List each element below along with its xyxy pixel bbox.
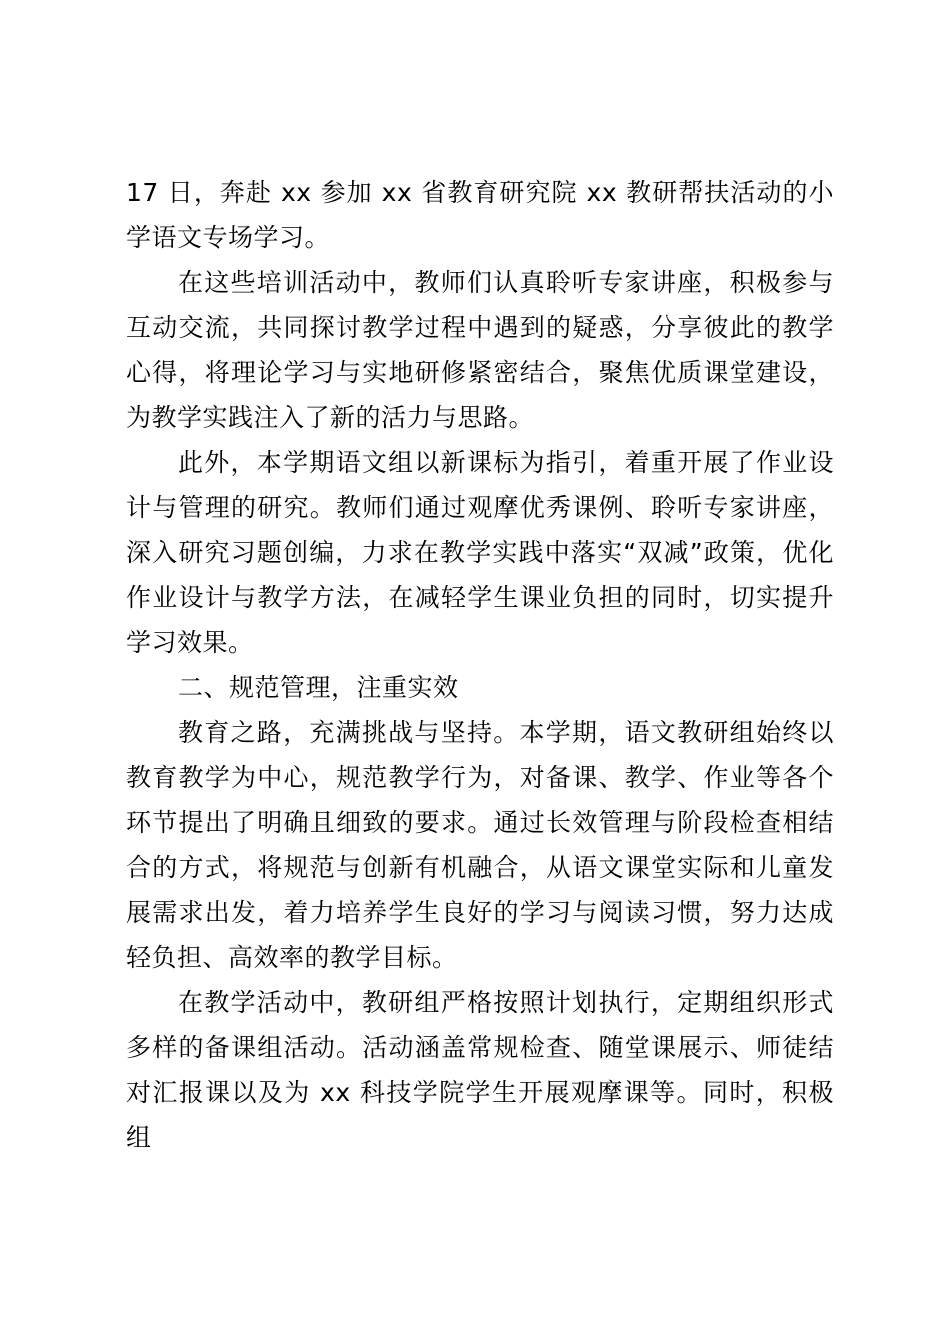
paragraph-training-activities: 在这些培训活动中，教师们认真聆听专家讲座，积极参与互动交流，共同探讨教学过程中遇到的疑惑，分享彼此的教学心得，将理论学习与实地研修紧密结合，聚焦优质课堂建设，为教学实践注入了新的活力与思路。 <box>126 268 834 432</box>
paragraph-continuation: 17 日，奔赴 xx 参加 xx 省教育研究院 xx 教研帮扶活动的小学语文专场学习。 <box>126 178 834 252</box>
paragraph-homework-design: 此外，本学期语文组以新课标为指引，着重开展了作业设计与管理的研究。教师们通过观摩优秀课例、聆听专家讲座，深入研究习题创编，力求在教学实践中落实“双减”政策，优化作业设计与教学方法，在减轻学生课业负担的同时，切实提升学习效果。 <box>126 448 834 657</box>
paragraph-teaching-activities: 在教学活动中，教研组严格按照计划执行，定期组织形式多样的备课组活动。活动涵盖常规检查、随堂课展示、师徒结对汇报课以及为 xx 科技学院学生开展观摩课等。同时，积极组 <box>126 988 834 1152</box>
document-body <box>126 170 834 1160</box>
paragraph-management: 教育之路，充满挑战与坚持。本学期，语文教研组始终以教育教学为中心，规范教学行为，对备课、教学、作业等各个环节提出了明确且细致的要求。通过长效管理与阶段检查相结合的方式，将规范与创新有机融合，从语文课堂实际和儿童发展需求出发，着力培养学生良好的学习与阅读习惯，努力达成轻负担、高效率的教学目标。 <box>126 718 834 972</box>
section-heading: 二、规范管理，注重实效 <box>178 673 459 702</box>
